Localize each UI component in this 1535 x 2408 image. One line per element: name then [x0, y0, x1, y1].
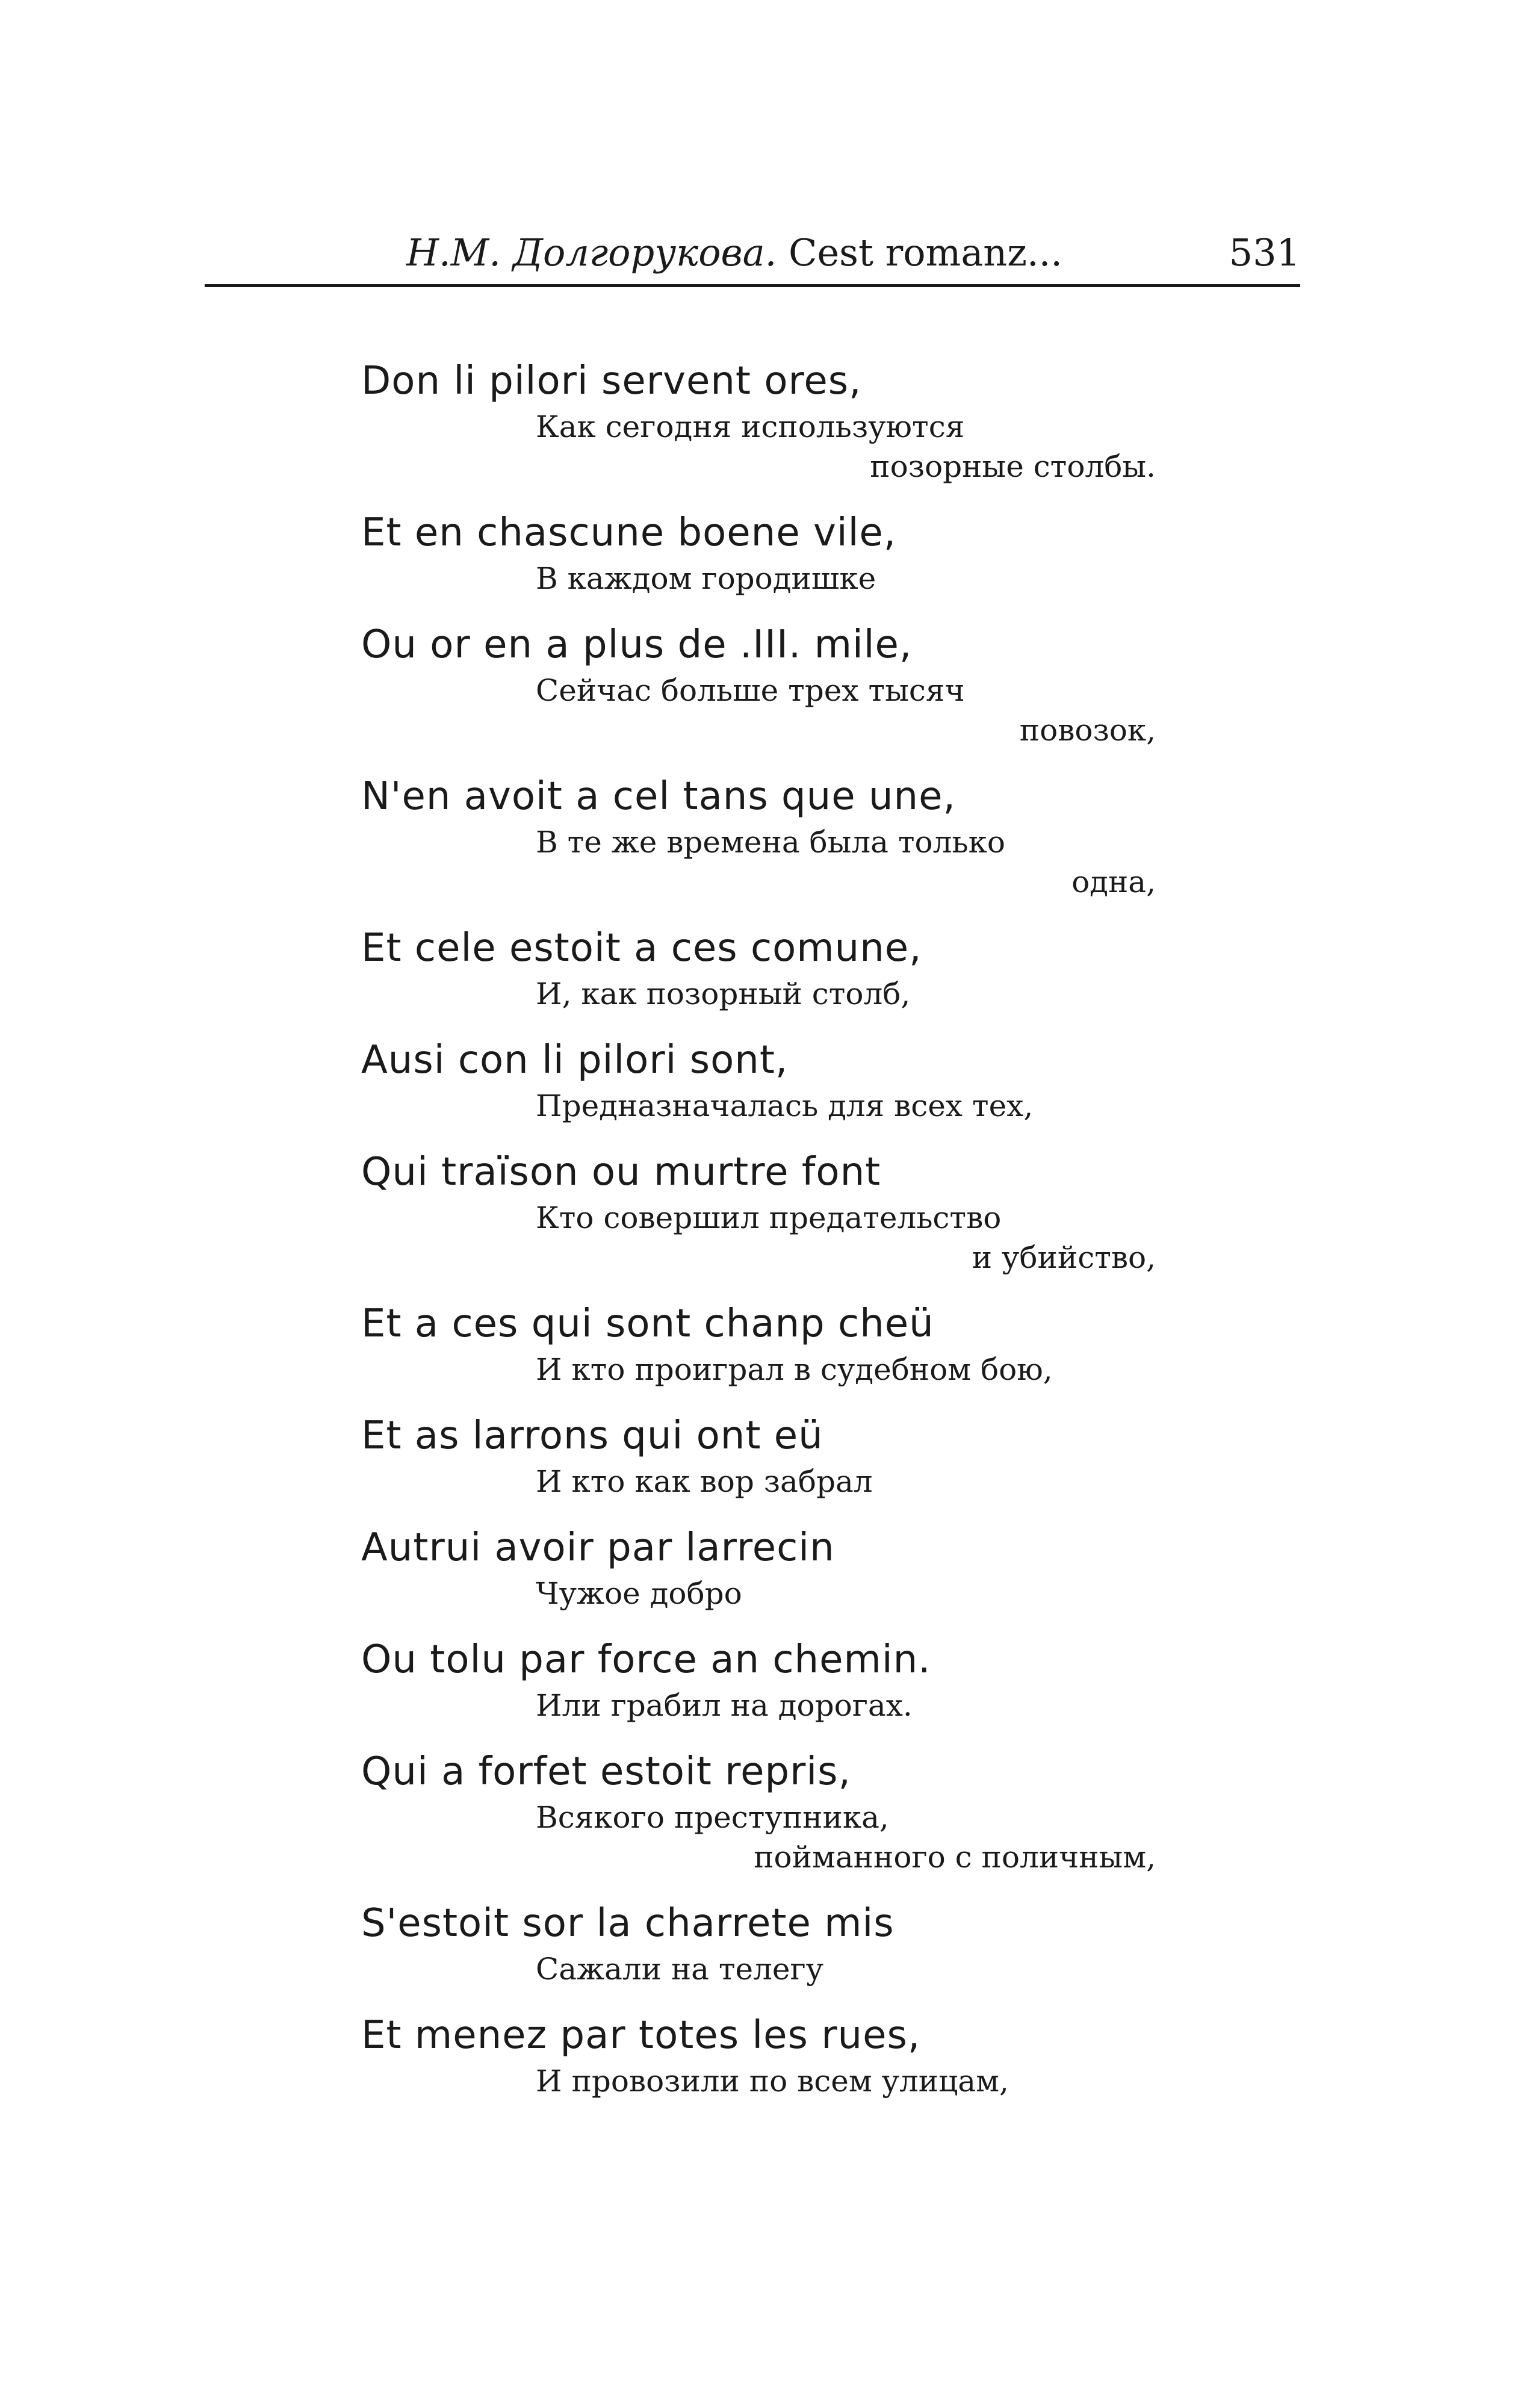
old-french-line: Et menez par totes les rues,: [361, 2013, 921, 2058]
old-french-line: S'estoit sor la charrete mis: [361, 1901, 895, 1946]
verse-stanza: [361, 1410, 1156, 1501]
russian-translation-line: Всякого преступника,: [536, 1800, 889, 1835]
russian-translation-line: И провозили по всем улицам,: [536, 2064, 1009, 2099]
russian-translation-continuation: одна,: [1071, 864, 1156, 899]
verse-stanza: [361, 1034, 1156, 1126]
running-head-author: Н.М. Долгорукова.: [406, 231, 777, 275]
russian-translation-line: Чужое добро: [536, 1576, 742, 1611]
verse-stanza: [361, 1898, 1156, 1989]
verse-stanza: [361, 1146, 1156, 1277]
russian-translation-continuation: повозок,: [1019, 713, 1156, 748]
old-french-line: N'en avoit a cel tans que une,: [361, 774, 956, 819]
russian-translation-line: И, как позорный столб,: [536, 976, 911, 1011]
russian-translation-line: Или грабил на дорогах.: [536, 1688, 913, 1723]
old-french-line: Et a ces qui sont chanp cheü: [361, 1302, 934, 1346]
old-french-line: Qui a forfet estoit repris,: [361, 1749, 851, 1794]
verse-stanza: [361, 1298, 1156, 1389]
page-number: 531: [1229, 231, 1300, 275]
running-title: [205, 229, 1264, 277]
verse-stanza: [361, 1746, 1156, 1877]
verse-stanza: [361, 507, 1156, 598]
old-french-line: Ou tolu par force an chemin.: [361, 1637, 931, 1682]
russian-translation-line: Как сегодня используются: [536, 409, 965, 444]
russian-translation-line: Сажали на телегу: [536, 1952, 824, 1987]
verse-stanza: [361, 2009, 1156, 2101]
verse-stanza: [361, 771, 1156, 902]
russian-translation-line: Кто совершил предательство: [536, 1200, 1002, 1235]
old-french-line: Ou or en a plus de .III. mile,: [361, 622, 913, 667]
russian-translation-line: Предназначалась для всех тех,: [536, 1088, 1034, 1123]
verse-stanza: [361, 1634, 1156, 1725]
russian-translation-line: И кто проиграл в судебном бою,: [536, 1352, 1053, 1387]
verse-list: [361, 355, 1156, 2121]
russian-translation-line: И кто как вор забрал: [536, 1464, 873, 1499]
russian-translation-continuation: позорные столбы.: [870, 449, 1156, 484]
old-french-line: Autrui avoir par larrecin: [361, 1525, 835, 1570]
running-head-title: Cest romanz...: [789, 231, 1063, 275]
old-french-line: Et en chascune boene vile,: [361, 510, 897, 555]
old-french-line: Don li pilori servent ores,: [361, 359, 862, 403]
russian-translation-line: Сейчас больше трех тысяч: [536, 673, 965, 708]
russian-translation-line: В каждом городишке: [536, 561, 876, 596]
verse-stanza: [361, 619, 1156, 750]
russian-translation-continuation: и убийство,: [972, 1240, 1156, 1275]
old-french-line: Qui traïson ou murtre font: [361, 1150, 881, 1194]
verse-stanza: [361, 1522, 1156, 1613]
russian-translation-line: В те же времена была только: [536, 825, 1005, 860]
old-french-line: Et as larrons qui ont eü: [361, 1413, 823, 1458]
verse-stanza: [361, 922, 1156, 1014]
verse-stanza: [361, 355, 1156, 486]
header-rule: [205, 284, 1300, 287]
old-french-line: Ausi con li pilori sont,: [361, 1038, 789, 1082]
running-head: [205, 223, 1300, 289]
russian-translation-continuation: пойманного с поличным,: [754, 1840, 1156, 1875]
old-french-line: Et cele estoit a ces comune,: [361, 926, 922, 970]
